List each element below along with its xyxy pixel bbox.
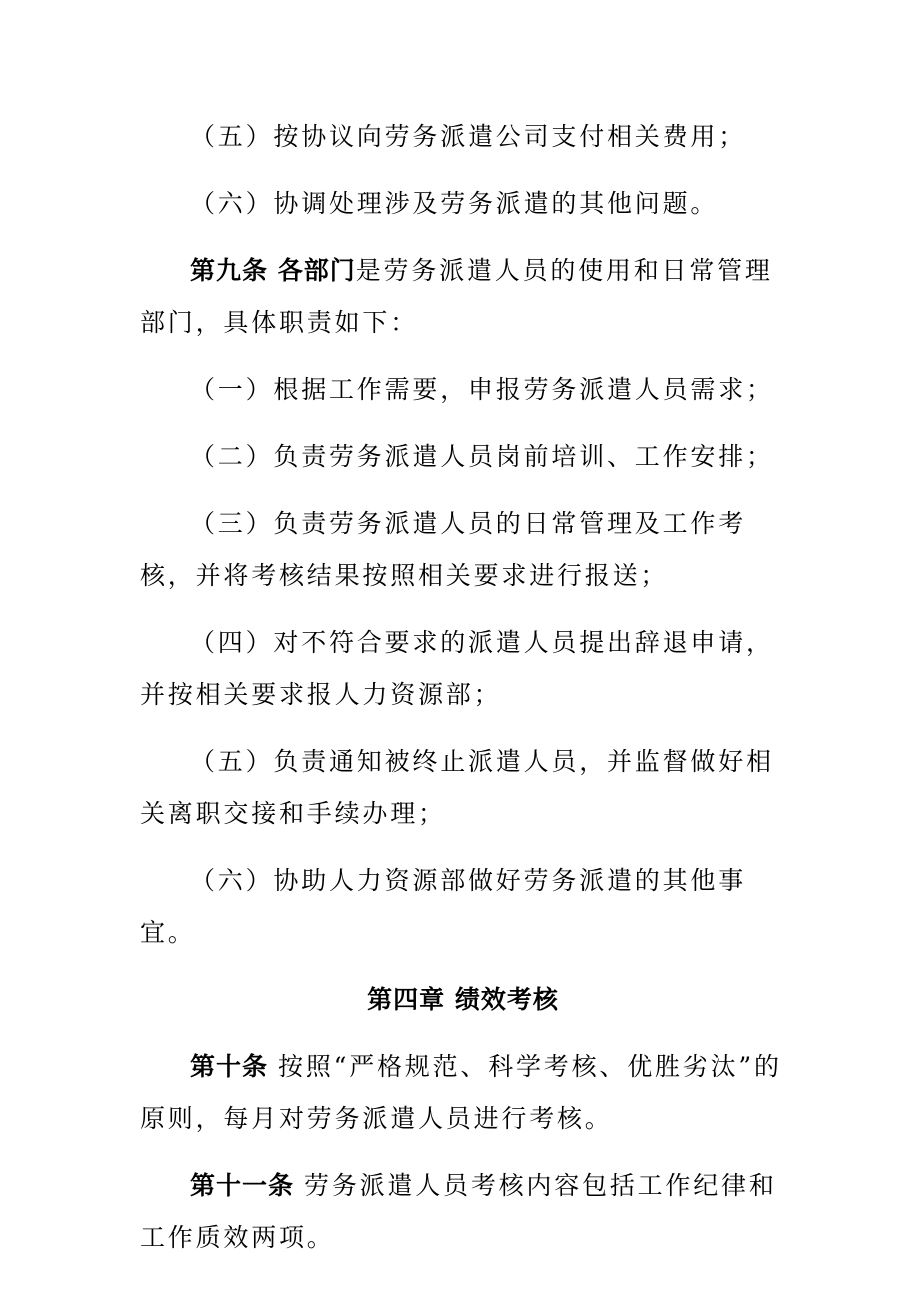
duty-item-4 bbox=[140, 617, 786, 721]
paragraph-text: （六）协调处理涉及劳务派遣的其他问题。 bbox=[190, 189, 719, 218]
article-text: 按照“严格规范、科学考核、优胜劣汰”的原则，每月对劳务派遣人员进行考核。 bbox=[140, 1052, 782, 1133]
duty-item-5 bbox=[140, 736, 786, 840]
paragraph-text: （五）按协议向劳务派遣公司支付相关费用； bbox=[190, 122, 747, 151]
paragraph-item-6 bbox=[140, 178, 786, 230]
article-text: 是劳务派遣人员的使用和日常管理部门，具体职责如下： bbox=[140, 256, 773, 337]
paragraph-text: （五）负责通知被终止派遣人员，并监督做好相关离职交接和手续办理； bbox=[140, 747, 774, 828]
article-heading: 第十一条 bbox=[190, 1171, 295, 1200]
paragraph-text: （一）根据工作需要，申报劳务派遣人员需求； bbox=[190, 375, 774, 404]
paragraph-text: （四）对不符合要求的派遣人员提出辞退申请，并按相关要求报人力资源部； bbox=[140, 628, 774, 709]
article-11 bbox=[140, 1160, 786, 1264]
article-heading: 第九条 各部门 bbox=[190, 256, 356, 285]
duty-item-1 bbox=[140, 364, 786, 416]
document-body bbox=[140, 111, 786, 1279]
article-9 bbox=[140, 245, 786, 349]
paragraph-text: （六）协助人力资源部做好劳务派遣的其他事宜。 bbox=[140, 866, 747, 947]
paragraph-text: （三）负责劳务派遣人员的日常管理及工作考核，并将考核结果按照相关要求进行报送； bbox=[140, 509, 747, 590]
duty-item-6 bbox=[140, 855, 786, 959]
article-heading: 第十条 bbox=[190, 1052, 269, 1081]
chapter-title: 第四章 绩效考核 bbox=[367, 985, 559, 1014]
duty-item-2 bbox=[140, 431, 786, 483]
paragraph-text: （二）负责劳务派遣人员岗前培训、工作安排； bbox=[190, 442, 774, 471]
article-text: 劳务派遣人员考核内容包括工作纪律和工作质效两项。 bbox=[140, 1171, 777, 1252]
paragraph-item-5 bbox=[140, 111, 786, 163]
duty-item-3 bbox=[140, 498, 786, 602]
article-10 bbox=[140, 1041, 786, 1145]
